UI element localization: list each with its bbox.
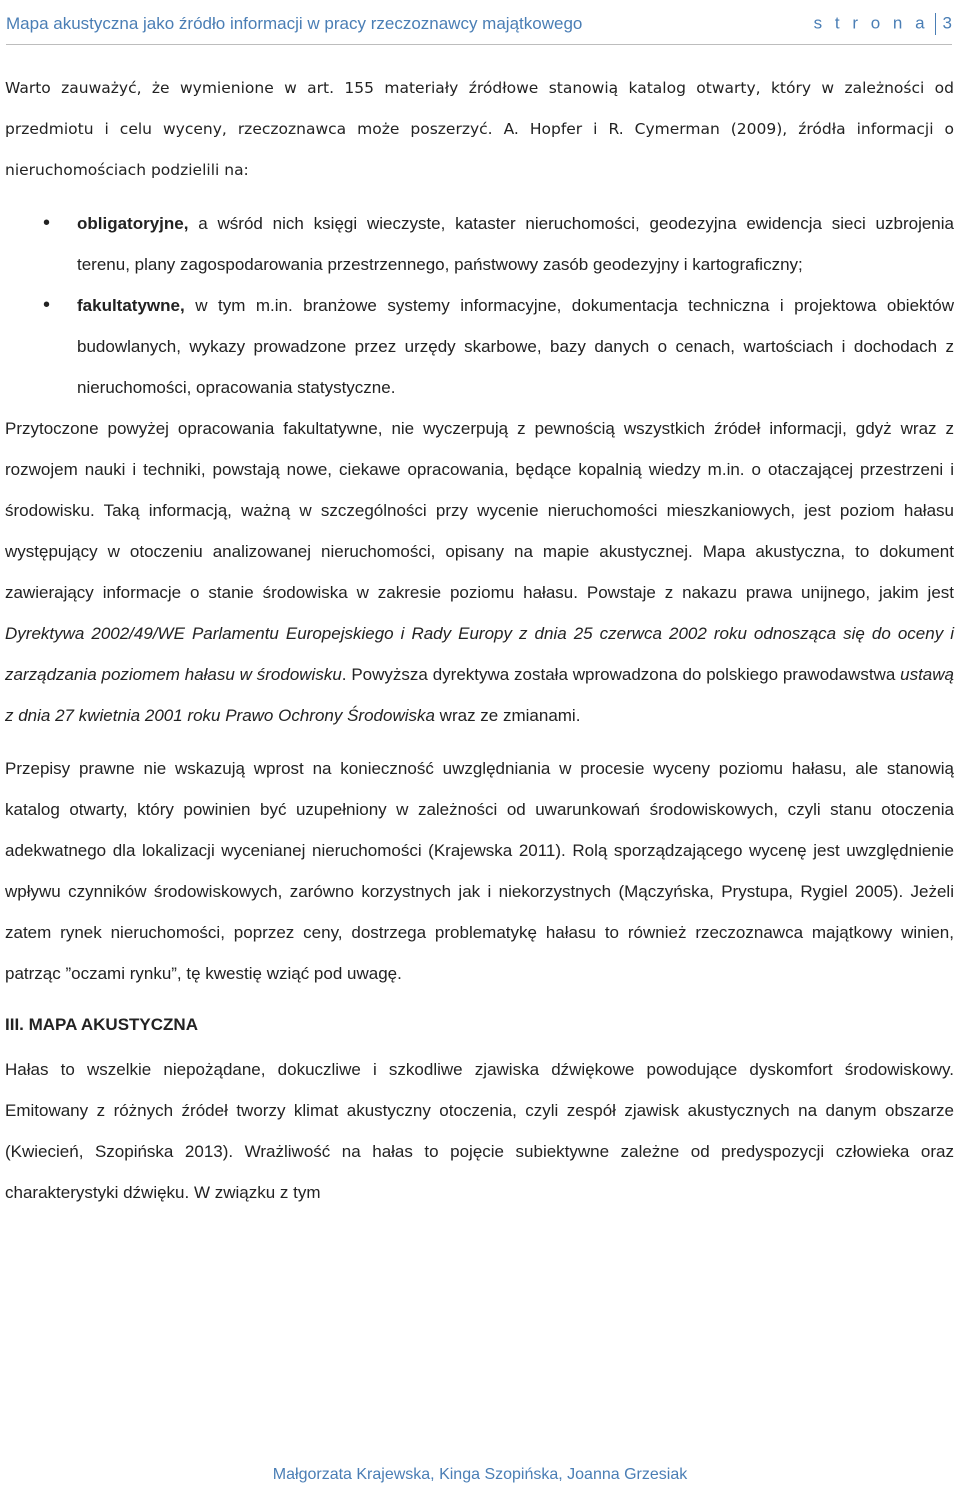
paragraph-legal: Przepisy prawne nie wskazują wprost na konieczność uwzględniania w procesie wyceny poziomu hałasu, ale stanowią katalog otwarty, który powinien być uzupełniony w zależności od uwarunkowań środowiskowych, czyli stanu otoczenia adekwatnego dla lokalizacji wycenianej nieruchomości (Krajewska 2011). Rolą sporządzającego wycenę jest uwzględnienie wpływu czynników środowiskowych, zarówno korzystnych jak i niekorzystnych (Mączyńska, Prystupa, Rygiel 2005). Jeżeli zatem rynek nieruchomości, poprzez ceny, dostrzega problematykę hałasu to również rzeczoznawca majątkowy winien, patrząc ”oczami rynku”, tę kwestię wziąć pod uwagę.: [5, 759, 954, 983]
list-item-text: a wśród nich księgi wieczyste, kataster nieruchomości, geodezyjna ewidencja sieci uzbrojenia terenu, plany zagospodarowania przestrzennego, państwowy zasób geodezyjny i kartograficzny;: [77, 214, 954, 274]
body-content: [5, 68, 954, 1213]
source-categories-list: [5, 203, 954, 408]
page-label: s t r o n a: [813, 13, 929, 33]
section-heading: III. MAPA AKUSTYCZNA: [5, 1015, 198, 1034]
paragraph-text: . Powyższa dyrektywa została wprowadzona do polskiego prawodawstwa: [341, 665, 901, 684]
header-title: Mapa akustyczna jako źródło informacji w pracy rzeczoznawcy majątkowego: [6, 14, 583, 33]
paragraph-noise-info: [5, 408, 954, 736]
intro-paragraph: Warto zauważyć, że wymienione w art. 155 materiały źródłowe stanowią katalog otwarty, który w zależności od przedmiotu i celu wyceny, rzeczoznawca może poszerzyć. A. Hopfer i R. Cymerman (2009), źródła informacji o nieruchomościach podzielili na:: [5, 79, 954, 179]
page-indicator: [814, 13, 952, 35]
list-item-text: w tym m.in. branżowe systemy informacyjne, dokumentacja techniczna i projektowa obiektów budowlanych, wykazy prowadzone przez urzędy skarbowe, bazy danych o cenach, wartościach i dochodach z nieruchomości, opracowania statystyczne.: [77, 296, 954, 397]
paragraph-noise-definition: Hałas to wszelkie niepożądane, dokuczliwe i szkodliwe zjawiska dźwiękowe powodujące dyskomfort środowiskowy. Emitowany z różnych źródeł tworzy klimat akustyczny otoczenia, czyli zespół zjawisk akustycznych na danym obszarze (Kwiecień, Szopińska 2013). Wrażliwość na hałas to pojęcie subiektywne zależne od predyspozycji człowieka oraz charakterystyki dźwięku. W związku z tym: [5, 1060, 954, 1202]
header-separator: [935, 13, 936, 35]
paragraph-text: Przytoczone powyżej opracowania fakultatywne, nie wyczerpują z pewnością wszystkich źródeł informacji, gdyż wraz z rozwojem nauki i techniki, powstają nowe, ciekawe opracowania, będące kopalnią wiedzy m.in. o otaczającej przestrzeni i środowisku. Taką informacją, ważną w szczególności przy wycenie nieruchomości mieszkaniowych, jest poziom hałasu występujący w otoczeniu analizowanej nieruchomości, opisany na mapie akustycznej. Mapa akustyczna, to dokument zawierający informacje o stanie środowiska w zakresie poziomu hałasu. Powstaje z nakazu prawa unijnego, jakim jest: [5, 419, 954, 602]
act-citation: ustawą z dnia 27 kwietnia 2001 roku Prawo Ochrony Środowiska: [5, 665, 954, 725]
page-number: 3: [942, 13, 952, 33]
list-item-term: fakultatywne,: [77, 296, 185, 315]
page-footer: Małgorzata Krajewska, Kinga Szopińska, Joanna Grzesiak: [272, 1466, 688, 1483]
list-item-term: obligatoryjne,: [77, 214, 189, 233]
list-item-obligatory: [5, 203, 954, 285]
page-header: [6, 4, 952, 45]
list-item-optional: [5, 285, 954, 408]
directive-citation: Dyrektywa 2002/49/WE Parlamentu Europejskiego i Rady Europy z dnia 25 czerwca 2002 roku odnosząca się do oceny i zarządzania poziomem hałasu w środowisku: [5, 624, 954, 684]
paragraph-text: wraz ze zmianami.: [434, 706, 581, 725]
